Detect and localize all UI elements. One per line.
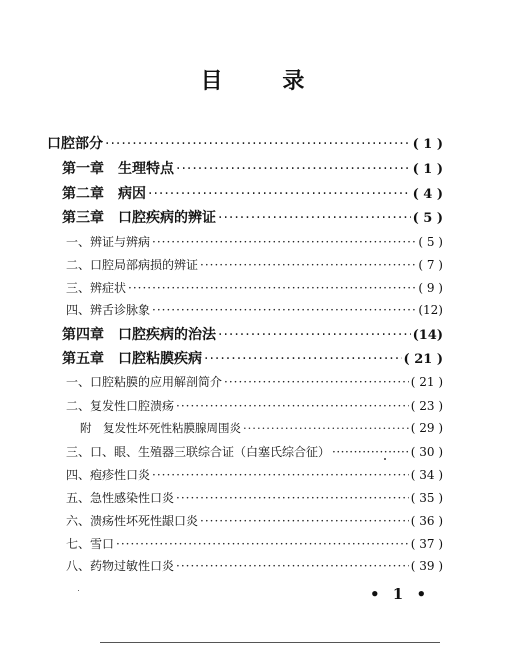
toc-entry: [66, 443, 443, 460]
toc-entry: [66, 466, 443, 483]
toc-entry: [66, 256, 443, 273]
dot-leader: [176, 491, 409, 505]
toc-entry-title: 四、辨舌诊脉象: [66, 303, 151, 317]
toc-entry-page: ( 30 ): [410, 445, 443, 459]
toc-entry-title: 四、疱疹性口炎: [66, 468, 151, 482]
toc-entry-title: 第五章 口腔粘膜疾病: [62, 351, 202, 367]
dot-leader: [176, 161, 411, 177]
toc-entry-page: ( 35 ): [410, 491, 443, 505]
toc-entry-page: (12): [418, 303, 443, 317]
dot-leader: [218, 210, 411, 226]
toc-entry: [62, 207, 443, 227]
toc-entry-title: 第二章 病因: [62, 186, 146, 202]
bottom-edge-line: [100, 642, 440, 643]
dot-leader: [200, 258, 416, 272]
dot-leader: [176, 399, 409, 413]
toc-entry-title: 八、药物过敏性口炎: [66, 559, 175, 573]
toc-entry-page: ( 29 ): [410, 421, 443, 435]
toc-entry-page: ( 1 ): [412, 137, 443, 152]
toc-entry-page: ( 39 ): [410, 559, 443, 573]
scan-speck: [384, 458, 386, 460]
toc-entry: [47, 133, 443, 153]
dot-leader: [152, 303, 416, 317]
toc-entry-page: ( 34 ): [410, 468, 443, 482]
toc-entry: [66, 489, 443, 506]
dot-leader: [218, 327, 411, 343]
toc-entry-title: 一、辨证与辨病: [66, 235, 151, 249]
toc-entry-page: ( 7 ): [418, 258, 443, 272]
toc-entry: [66, 397, 443, 414]
dot-leader: [152, 468, 409, 482]
dot-leader: [243, 421, 409, 435]
toc-entry-page: ( 36 ): [410, 514, 443, 528]
toc-entry: [80, 420, 443, 436]
toc-entry-title: 口腔部分: [47, 136, 103, 152]
toc-entry-title: 二、口腔局部病损的辨证: [66, 258, 199, 272]
toc-entry: [66, 373, 443, 390]
toc-entry-title: 第三章 口腔疾病的辨证: [62, 210, 216, 226]
toc-entry: [62, 183, 443, 203]
dot-leader: [116, 537, 409, 551]
toc-entry-title: 六、溃疡性坏死性龈口炎: [66, 514, 199, 528]
toc-entry-page: (14): [412, 328, 443, 343]
toc-entry-page: ( 21 ): [403, 352, 443, 367]
toc-entry: [66, 512, 443, 529]
toc-entry-title: 附 复发性坏死性粘膜腺周围炎: [80, 421, 241, 435]
toc-entry-page: ( 9 ): [418, 281, 443, 295]
toc-entry-page: ( 21 ): [410, 375, 443, 389]
toc-entry-title: 三、辨症状: [66, 281, 127, 295]
toc-entry-page: ( 4 ): [412, 187, 443, 202]
toc-entry: [66, 301, 443, 318]
toc-entry: [66, 535, 443, 552]
toc-entry: [62, 324, 443, 344]
toc-entry: [62, 158, 443, 178]
dot-leader: [152, 235, 416, 249]
toc-entry: [66, 279, 443, 296]
toc-entry: [66, 233, 443, 250]
page-number: • 1 •: [370, 585, 431, 603]
dot-leader: [200, 514, 409, 528]
toc-entry-title: 第一章 生理特点: [62, 161, 174, 177]
page-title: 目 录: [200, 69, 331, 94]
toc-entry-page: ( 5 ): [418, 235, 443, 249]
scan-speck: [78, 590, 79, 591]
toc-entry: [62, 348, 443, 368]
toc-entry-page: ( 37 ): [410, 537, 443, 551]
dot-leader: [332, 445, 409, 459]
toc-entry-title: 二、复发性口腔溃疡: [66, 399, 175, 413]
toc-entry-title: 一、口腔粘膜的应用解剖简介: [66, 375, 223, 389]
toc-entry: [66, 557, 443, 574]
toc-entry-title: 三、口、眼、生殖器三联综合证（白塞氏综合征）: [66, 445, 331, 459]
toc-entry-title: 第四章 口腔疾病的治法: [62, 327, 216, 343]
dot-leader: [176, 559, 409, 573]
toc-entry-page: ( 23 ): [410, 399, 443, 413]
dot-leader: [204, 351, 402, 367]
toc-entry-page: ( 5 ): [412, 211, 443, 226]
toc-entry-page: ( 1 ): [412, 162, 443, 177]
dot-leader: [148, 186, 411, 202]
dot-leader: [128, 281, 416, 295]
dot-leader: [224, 375, 409, 389]
dot-leader: [105, 136, 411, 152]
toc-entry-title: 七、雪口: [66, 537, 115, 551]
toc-entry-title: 五、急性感染性口炎: [66, 491, 175, 505]
